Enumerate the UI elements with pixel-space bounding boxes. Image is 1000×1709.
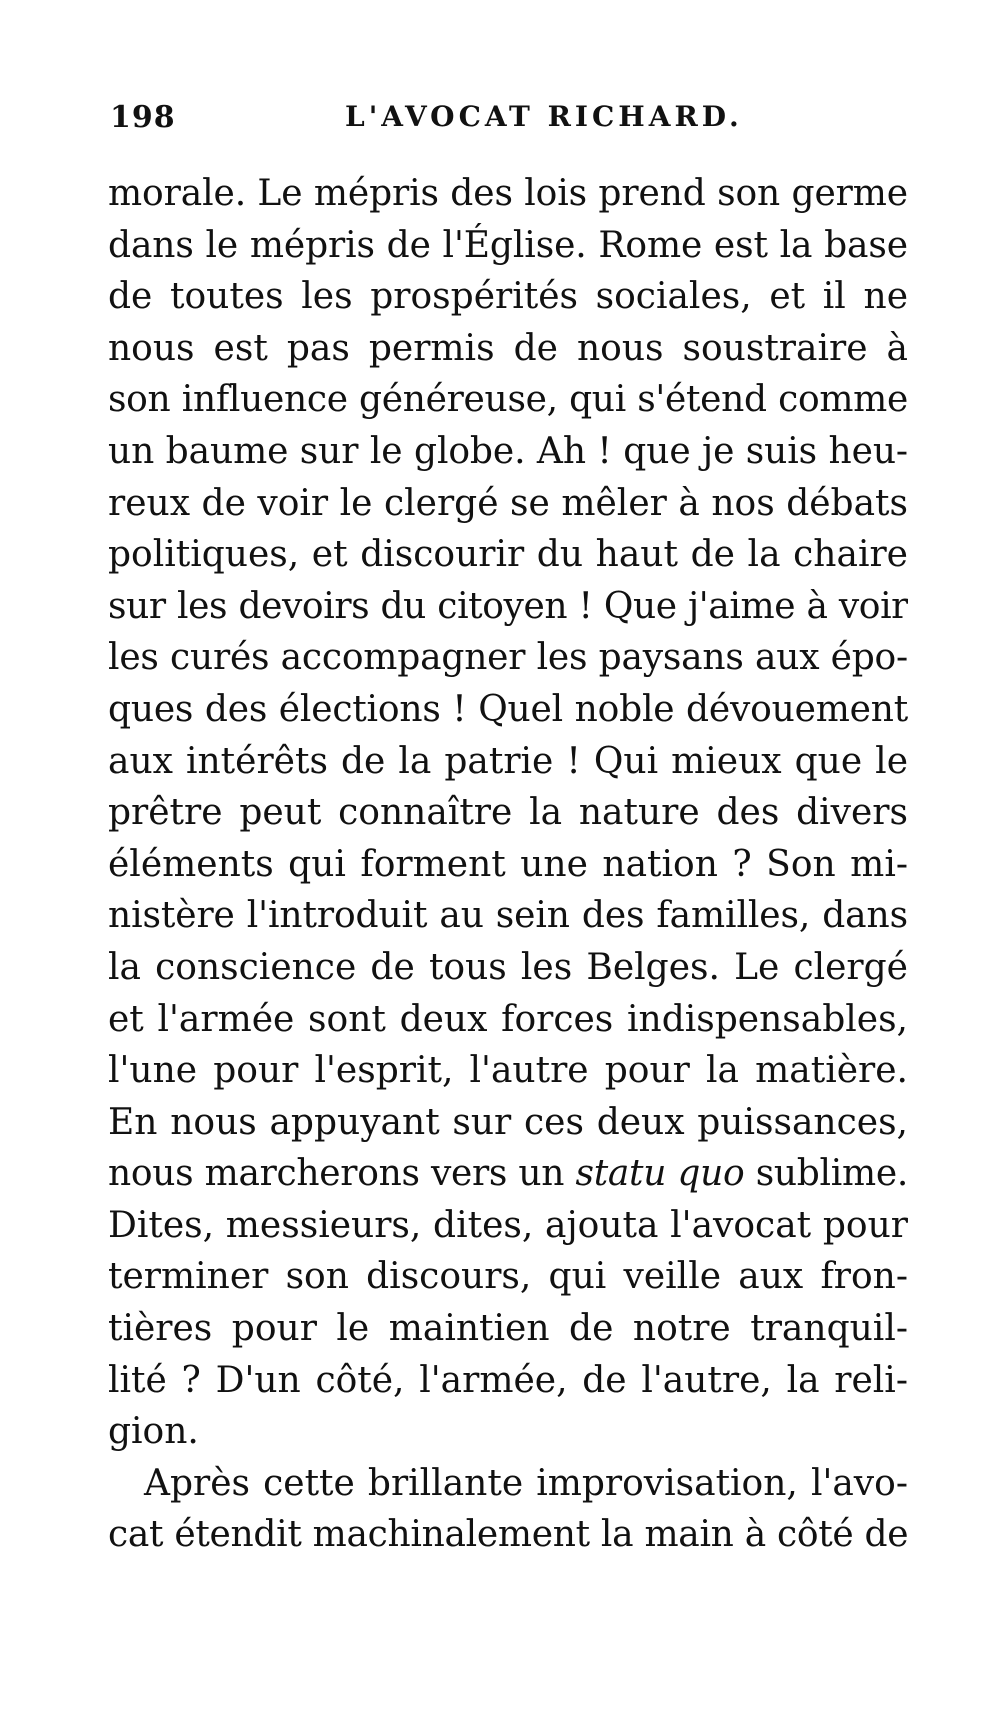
text-line: aux intérêts de la patrie ! Qui mieux que le xyxy=(108,740,908,782)
text-line: sur les devoirs du citoyen ! Que j'aime à voir xyxy=(108,585,908,627)
text-line: les curés accompagner les paysans aux épo- xyxy=(108,637,908,679)
text-segment: nous marcherons vers un xyxy=(108,1153,565,1195)
running-title: L'AVOCAT RICHARD. xyxy=(345,100,743,133)
text-line: lité ? D'un côté, l'armée, de l'autre, la reli- xyxy=(108,1359,908,1401)
paragraph-end-line: gion. xyxy=(108,1411,199,1453)
text-segment: sublime. xyxy=(755,1153,908,1195)
text-line: politiques, et discourir du haut de la chaire xyxy=(108,534,908,576)
text-line: prêtre peut connaître la nature des divers xyxy=(108,792,908,834)
text-line: reux de voir le clergé se mêler à nos débats xyxy=(108,482,908,524)
italic-phrase: statu quo xyxy=(575,1153,745,1195)
text-line: éléments qui forment une nation ? Son mi- xyxy=(108,843,908,885)
text-line: l'une pour l'esprit, l'autre pour la matière. xyxy=(108,1050,908,1092)
text-line: un baume sur le globe. Ah ! que je suis heu- xyxy=(108,430,908,472)
text-line: cat étendit machinalement la main à côté de xyxy=(108,1514,908,1556)
text-line: terminer son discours, qui veille aux fron- xyxy=(108,1256,908,1298)
body-text xyxy=(108,168,908,1561)
running-head xyxy=(110,100,910,150)
text-line: tières pour le maintien de notre tranquil- xyxy=(108,1308,908,1350)
text-line: de toutes les prospérités sociales, et il ne xyxy=(108,276,908,318)
text-line: et l'armée sont deux forces indispensables, xyxy=(108,998,908,1040)
text-line: dans le mépris de l'Église. Rome est la base xyxy=(108,224,908,266)
text-line: nistère l'introduit au sein des familles, dans xyxy=(108,895,908,937)
page-number: 198 xyxy=(110,100,176,135)
text-line-with-italic xyxy=(108,1148,908,1200)
text-line: la conscience de tous les Belges. Le clergé xyxy=(108,946,908,988)
paragraph-start-line: Après cette brillante improvisation, l'avo- xyxy=(144,1462,908,1504)
text-line: nous est pas permis de nous soustraire à xyxy=(108,327,908,369)
text-line: morale. Le mépris des lois prend son germe xyxy=(108,173,908,214)
text-line: ques des élections ! Quel noble dévouement xyxy=(108,688,908,730)
text-line: En nous appuyant sur ces deux puissances, xyxy=(108,1101,908,1143)
text-line: son influence généreuse, qui s'étend comme xyxy=(108,379,908,421)
text-line: Dites, messieurs, dites, ajouta l'avocat pour xyxy=(108,1204,908,1246)
